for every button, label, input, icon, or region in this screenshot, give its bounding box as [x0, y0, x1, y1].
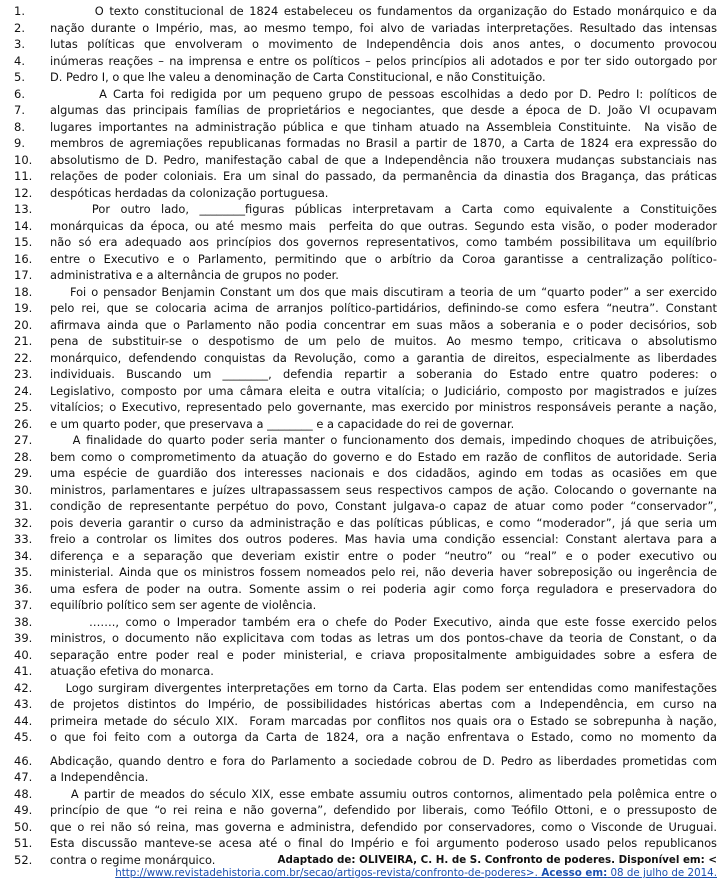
line-number: 27. [14, 433, 33, 447]
line-text: a Independência. [50, 770, 149, 784]
text-line [0, 119, 726, 136]
line-text: ……., como o Imperador também era o chefe do Poder Executivo, ainda que este fosse exercido pelos [50, 614, 717, 629]
text-line [0, 284, 726, 301]
line-text: vitalícios; o Executivo, representado pelo governante, mas exercido por ministros responsáveis perante a nação, [50, 400, 717, 414]
line-number: 37. [14, 598, 33, 612]
line-number: 41. [14, 664, 33, 678]
line-number: 21. [14, 334, 33, 348]
text-line [0, 548, 726, 565]
line-number: 12. [14, 185, 33, 200]
line-number: 46. [14, 753, 33, 768]
line-text: Foi o pensador Benjamin Constant um dos que mais discutiram a teoria de um “quarto poder” a ser exercido [50, 284, 717, 299]
line-number: 52. [14, 852, 33, 867]
text-line [0, 350, 726, 367]
line-text: primeira metade do século XIX. Foram marcadas por conflitos nos quais ora o Estado se sobrepunha à nação, [50, 713, 717, 728]
text-line [0, 152, 726, 169]
text-line [0, 465, 726, 482]
line-number: 30. [14, 482, 33, 497]
line-number: 3. [14, 37, 25, 51]
line-text: lutas políticas que envolveram o movimento de Independência dois anos antes, o documento provocou [50, 37, 717, 51]
citation-link-line [0, 867, 717, 880]
line-number: 34. [14, 548, 33, 563]
text-line [0, 36, 726, 53]
line-number: 33. [14, 532, 33, 546]
line-number: 39. [14, 631, 33, 645]
line-number: 22. [14, 350, 33, 365]
source-url-link[interactable]: http://www.revistadehistoria.com.br/secao/artigos-revista/confronto-de-poderes>. [115, 867, 538, 879]
text-line [0, 663, 726, 680]
text-line [0, 515, 726, 532]
text-line [0, 69, 726, 86]
text-line [0, 86, 726, 103]
line-text: ministros, parlamentares e juízes ultrapassassem seus respectivos campos de ação. Colocando o governante na [50, 482, 717, 497]
line-text: Logo surgiram divergentes interpretações em torno da Carta. Elas podem ser entendidas como manifestações [50, 680, 717, 695]
line-text: pois deveria garantir o curso da administração e das políticas públicas, e como “moderador”, já que seria um [50, 515, 717, 530]
text-line [0, 696, 726, 713]
line-text: membros de agremiações republicanas formadas no Brasil a partir de 1870, a Carta de 1824 era expressão do [50, 136, 717, 150]
line-text: uma esfera de poder na outra. Somente assim o rei poderia agir como força reguladora e preservadora do [50, 581, 717, 596]
text-line [0, 564, 726, 581]
text-line [0, 802, 726, 819]
line-number: 6. [14, 86, 25, 101]
text-line [0, 449, 726, 466]
line-number: 2. [14, 20, 25, 35]
line-text: contra o regime monárquico. [50, 852, 216, 867]
line-text: A Carta foi redigida por um pequeno grupo de pessoas escolhidas a dedo por D. Pedro I: políticos de [50, 86, 717, 101]
text-line [0, 614, 726, 631]
line-number: 16. [14, 251, 33, 266]
line-number: 15. [14, 235, 33, 249]
text-line [0, 251, 726, 268]
text-line [0, 769, 726, 786]
text-line [0, 53, 726, 70]
citation-line: Adaptado de: OLIVEIRA, C. H. de S. Confronto de poderes. Disponível em: < [277, 854, 717, 866]
text-line [0, 819, 726, 836]
text-line [0, 482, 726, 499]
line-number: 8. [14, 119, 25, 134]
line-number: 14. [14, 218, 33, 233]
line-text: Legislativo, composto por uma câmara eleita e outra vitalícia; o Judiciário, composto por magistrados e juízes [50, 383, 717, 398]
line-text: o que foi feito com a outorga da Carta de 1824, ora a nação enfrentava o Estado, como no momento da [50, 730, 717, 744]
text-line [0, 581, 726, 598]
line-number: 13. [14, 202, 33, 216]
access-label: Acesso em: [537, 867, 608, 879]
text-line [0, 713, 726, 730]
text-line [0, 786, 726, 803]
line-text: Por outro lado, ________figuras públicas interpretavam a Carta como equivalente a Constituições [50, 202, 717, 216]
line-text: separação entre poder real e poder ministerial, e criava propositalmente ambiguidades sobre a esfera de [50, 647, 717, 662]
text-line [0, 680, 726, 697]
line-text: O texto constitucional de 1824 estabeleceu os fundamentos da organização do Estado monárquico e da [50, 4, 717, 18]
line-number: 24. [14, 383, 33, 398]
line-number: 20. [14, 317, 33, 332]
line-number: 49. [14, 803, 33, 817]
text-line [0, 234, 726, 251]
text-line [0, 201, 726, 218]
line-text: administrativa e a alternância de grupos no poder. [50, 268, 339, 282]
line-text: e um quarto poder, que preservava a ________ e a capacidade do rei de governar. [50, 416, 515, 431]
line-number: 11. [14, 169, 33, 183]
line-text: Esta discussão manteve-se acesa até o final do Império e foi argumento poderoso usado pelos republicanos [50, 836, 717, 850]
line-text: absolutismo de D. Pedro, manifestação cabal de que a Independência não trouxera mudanças substanciais nas [50, 152, 717, 167]
line-number: 43. [14, 697, 33, 711]
text-line [0, 383, 726, 400]
line-text: que o rei não só reina, mas governa e administra, defendido por conservadores, como o Visconde de Uruguai. [50, 819, 717, 834]
line-text: equilíbrio político sem ser agente de violência. [50, 598, 317, 612]
line-text: monárquicas da época, ou até mesmo mais perfeita do que outras. Segundo esta visão, o poder moderador [50, 218, 717, 233]
text-line [0, 647, 726, 664]
line-text: nação durante o Império, mas, ao mesmo tempo, foi alvo de variadas interpretações. Resultado das intensas [50, 20, 717, 35]
line-number: 50. [14, 819, 33, 834]
line-number: 51. [14, 836, 33, 850]
line-number: 18. [14, 284, 33, 299]
line-number: 5. [14, 70, 25, 84]
line-text: relações de poder coloniais. Era um sinal do passado, da permanência da dinastia dos Bragança, das práticas [50, 169, 717, 183]
line-text: uma espécie de guardião dos interesses nacionais e dos cidadãos, agindo em todas as ocasiões em que [50, 466, 717, 480]
line-number: 48. [14, 786, 33, 801]
line-number: 40. [14, 647, 33, 662]
line-number: 32. [14, 515, 33, 530]
text-line [0, 317, 726, 334]
line-number: 29. [14, 466, 33, 480]
text-line [0, 366, 726, 383]
line-number: 35. [14, 565, 33, 579]
line-number: 25. [14, 400, 33, 414]
line-text: inúmeras reações – na imprensa e entre os políticos – pelos princípios ali adotados e por ter sido outorgado por [50, 53, 717, 68]
text-line [0, 416, 726, 433]
line-number: 44. [14, 713, 33, 728]
line-text: diferença e a separação que deveriam existir entre o poder “neutro” ou “real” e o poder executivo ou [50, 548, 717, 563]
line-text: de projetos distintos do Império, de possibilidades históricas abertas com a Independência, em curso na [50, 697, 717, 711]
line-text: ministros, o documento não explicitava com todas as letras um dos pontos-chave da teoria de Constant, o da [50, 631, 717, 645]
text-line [0, 630, 726, 647]
line-number: 19. [14, 301, 33, 315]
line-number: 42. [14, 680, 33, 695]
text-line [0, 333, 726, 350]
line-text: condição de representante perpétuo do povo, Constant julgava-o capaz de atuar como poder “conservador”, [50, 499, 717, 513]
line-text: D. Pedro I, o que lhe valeu a denominação de Carta Constitucional, e não Constituição. [50, 70, 546, 84]
access-date: 08 de julho de 2014. [607, 867, 717, 879]
line-text: A finalidade do quarto poder seria manter o funcionamento dos demais, impedindo choques de atribuições, [50, 433, 717, 447]
line-number: 4. [14, 53, 25, 68]
line-number: 31. [14, 499, 33, 513]
text-line [0, 102, 726, 119]
line-text: A partir de meados do século XIX, esse embate assumiu outros contornos, alimentado pela polêmica entre o [50, 786, 717, 801]
line-text: atuação efetiva do monarca. [50, 664, 214, 678]
line-text: ministerial. Ainda que os ministros fossem nomeados pelo rei, não deveria haver sobreposição ou ingerência de [50, 565, 717, 579]
line-number: 47. [14, 770, 33, 784]
text-line [0, 531, 726, 548]
line-number: 38. [14, 614, 33, 629]
line-number: 10. [14, 152, 33, 167]
line-text: afirmava ainda que o Parlamento não podia concentrar em suas mãos a soberania e o poder decisórios, sob [50, 317, 717, 332]
text-line [0, 753, 726, 770]
line-text: despóticas herdadas da colonização portuguesa. [50, 185, 329, 200]
line-number: 45. [14, 730, 33, 744]
source-citation [0, 854, 717, 880]
line-number: 36. [14, 581, 33, 596]
line-text: lugares importantes na administração pública e que tinham atuado na Assembleia Constituinte. Na visão de [50, 119, 717, 134]
line-number: 17. [14, 268, 33, 282]
text-line [0, 168, 726, 185]
text-line [0, 835, 726, 852]
text-line [0, 267, 726, 284]
line-text: entre o Executivo e o Parlamento, permitindo que o arbítrio da Coroa garantisse a centralização político- [50, 251, 717, 266]
text-line [0, 432, 726, 449]
line-text: pena de substituir-se o despotismo de um pelo de muitos. Ao mesmo tempo, criticava o absolutismo [50, 334, 717, 348]
line-number: 9. [14, 136, 25, 150]
line-text: individuais. Buscando um ________, defendia repartir a soberania do Estado entre quatro poderes: o [50, 367, 717, 381]
text-line [0, 185, 726, 202]
line-text: bem como o comprometimento da atuação do governo e do Estado em razão de conflitos de autoridade. Seria [50, 449, 717, 464]
line-number: 26. [14, 416, 33, 431]
line-number: 1. [14, 4, 25, 18]
text-line [0, 135, 726, 152]
line-text: Abdicação, quando dentro e fora do Parlamento a sociedade cobrou de D. Pedro as liberdades prometidas com [50, 753, 717, 768]
text-line [0, 729, 726, 746]
line-number: 28. [14, 449, 33, 464]
article-text [0, 3, 726, 868]
line-text: monárquico, defendendo conquistas da Revolução, como a garantia de direitos, especialmente as liberdades [50, 350, 717, 365]
text-line [0, 218, 726, 235]
text-line [0, 399, 726, 416]
line-text: algumas das principais famílias de proprietários e negociantes, que desde a época de D. João VI ocupavam [50, 103, 717, 117]
line-text: princípio de que “o rei reina e não governa”, defendido por liberais, como Teófilo Ottoni, e o pressuposto de [50, 803, 717, 817]
text-line [0, 597, 726, 614]
line-number: 7. [14, 103, 25, 117]
line-text: freio a controlar os limites dos outros poderes. Mas havia uma condição essencial: Constant alertava para a [50, 532, 717, 546]
line-gap [0, 746, 726, 753]
text-line [0, 3, 726, 20]
line-text: não só era adequado aos princípios dos governos representativos, como também possibilitava um equilíbrio [50, 235, 717, 249]
text-line [0, 20, 726, 37]
text-line [0, 498, 726, 515]
line-number: 23. [14, 367, 33, 381]
text-line [0, 300, 726, 317]
line-text: pelo rei, que se colocaria acima de arranjos político-partidários, definindo-se como esfera “neutra”. Constant [50, 301, 717, 315]
